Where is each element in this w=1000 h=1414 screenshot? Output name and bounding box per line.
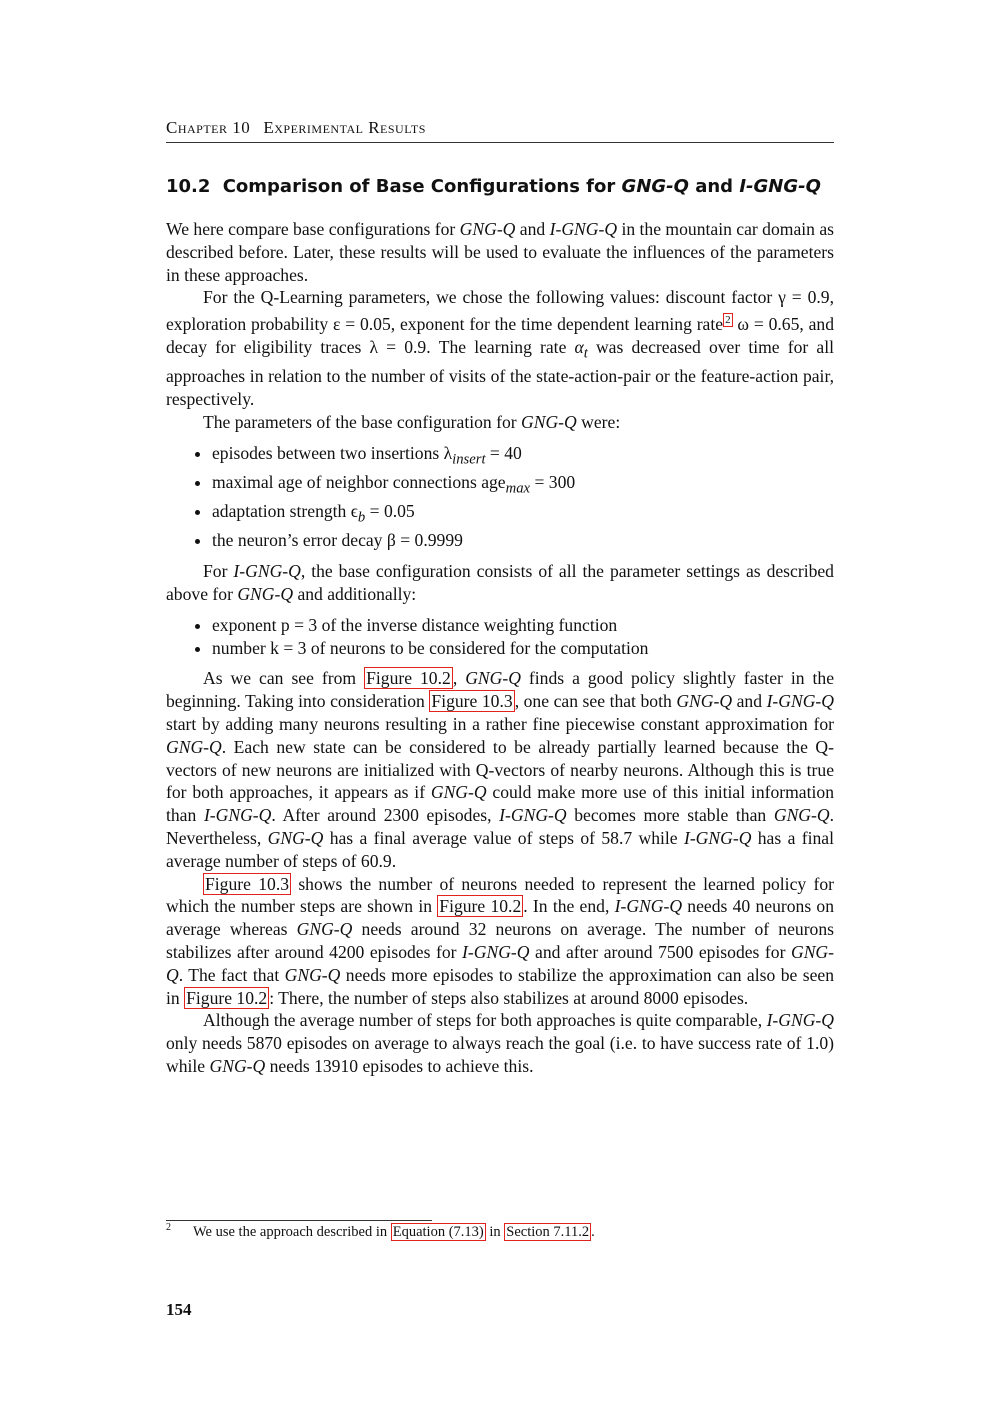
paragraph-igng-params: For I-GNG-Q, the base configuration consists of all the parameter settings as described above for GNG-Q and additionally: (166, 561, 834, 605)
figure-10-2-link[interactable]: Figure 10.2 (186, 987, 268, 1008)
section-title-igng: I-GNG-Q (739, 176, 821, 197)
gng-parameter-list (166, 442, 834, 553)
paragraph-q-learning: For the Q-Learning parameters, we chose the following values: discount factor γ = 0.9, exploration probability ε = 0.05, exponent for the time dependent learning rate $^2$ ω = 0.65, and decay for eligibility traces λ = 0.9. The learning rate $\alpha_t$ was decreased over time for all approaches in relation to the number of visits of the state-action-pair or the feature-action pair, respectively. (166, 287, 835, 409)
igng-parameter-list (166, 614, 834, 660)
section-title-text: Comparison of Base Configurations for (222, 176, 616, 197)
paragraph-intro: We here compare base configurations for GNG-Q and I-GNG-Q in the mountain car domain as described before. Later, these results will be used to evaluate the influences of the parameters in these approaches. (166, 219, 835, 285)
section-number: 10.2 (166, 176, 211, 197)
list-item: • number k = 3 of neurons to be considered for the computation (212, 637, 834, 660)
list-item: • exponent p = 3 of the inverse distance weighting function (212, 614, 834, 637)
body-text (166, 218, 834, 1078)
figure-10-3-link[interactable]: Figure 10.3 (205, 873, 290, 894)
list-item: • maximal age of neighbor connections age$_{max}$ = 300 (212, 471, 834, 500)
figure-10-2-link[interactable]: Figure 10.2 (439, 896, 522, 917)
footnote-number: 2 (166, 1222, 171, 1233)
section-title-and: and (695, 176, 734, 197)
figure-10-2-link[interactable]: Figure 10.2 (366, 668, 451, 689)
figure-10-3-link[interactable]: Figure 10.3 (431, 691, 513, 712)
footnote: $^2$ We use the approach described in Equation (7.13) in Section 7.11.2 . (166, 1222, 595, 1240)
section-heading (166, 176, 834, 197)
list-item: • the neuron’s error decay β = 0.9999 (212, 529, 834, 552)
equation-link[interactable]: Equation (7.13) (392, 1223, 484, 1240)
page-number: 154 (166, 1300, 192, 1319)
section-title-gng: GNG-Q (621, 176, 689, 197)
header-chapter: Chapter 10 (166, 118, 251, 137)
footnote-marker[interactable]: 2 (725, 314, 731, 327)
header-title: Experimental Results (263, 118, 426, 137)
running-header (166, 118, 834, 143)
paragraph-neurons: Figure 10.3 shows the number of neurons needed to represent the learned policy for which the number steps are shown in Figure 10.2 . In the end, I-GNG-Q needs 40 neurons on average whereas GNG-Q needs around 32 neurons on average. The number of neurons stabilizes after around 4200 episodes for I-GNG-Q and after around 7500 episodes for GNG-Q. The fact that GNG-Q needs more episodes to stabilize the approximation can also be seen in Figure 10.2 : There, the number of steps also stabilizes at around 8000 episodes. (166, 873, 835, 1008)
list-item: • episodes between two insertions $\lambda_{insert} = 40$ (212, 442, 834, 471)
paragraph-comparison: As we can see from Figure 10.2 , GNG-Q finds a good policy slightly faster in the beginning. Taking into consideration Figure 10.3 , one can see that both GNG-Q and I-GNG-Q start by adding many neurons resulting in a rather fine piecewise constant approximation for GNG-Q. Each new state can be considered to be already partially learned because the Q-vectors of new neurons are initialized with Q-vectors of nearby neurons. Although this is true for both approaches, it appears as if GNG-Q could make more use of this initial information than I-GNG-Q. After around 2300 episodes, I-GNG-Q becomes more stable than GNG-Q. Nevertheless, GNG-Q has a final average value of steps of 58.7 while I-GNG-Q has a final average number of steps of 60.9. (166, 668, 835, 871)
footnote-divider (166, 1220, 432, 1221)
paragraph-gng-params: The parameters of the base configuration for GNG-Q were: (203, 411, 621, 432)
section-link[interactable]: Section 7.11.2 (506, 1223, 590, 1240)
list-item: • adaptation strength $\epsilon_b = 0.05$ (212, 500, 834, 529)
paragraph-success-rate: Although the average number of steps for both approaches is quite comparable, I-GNG-Q only needs 5870 episodes on average to always reach the goal (i.e. to have success rate of 1.0) while GNG-Q needs 13910 episodes to achieve this. (166, 1010, 834, 1077)
